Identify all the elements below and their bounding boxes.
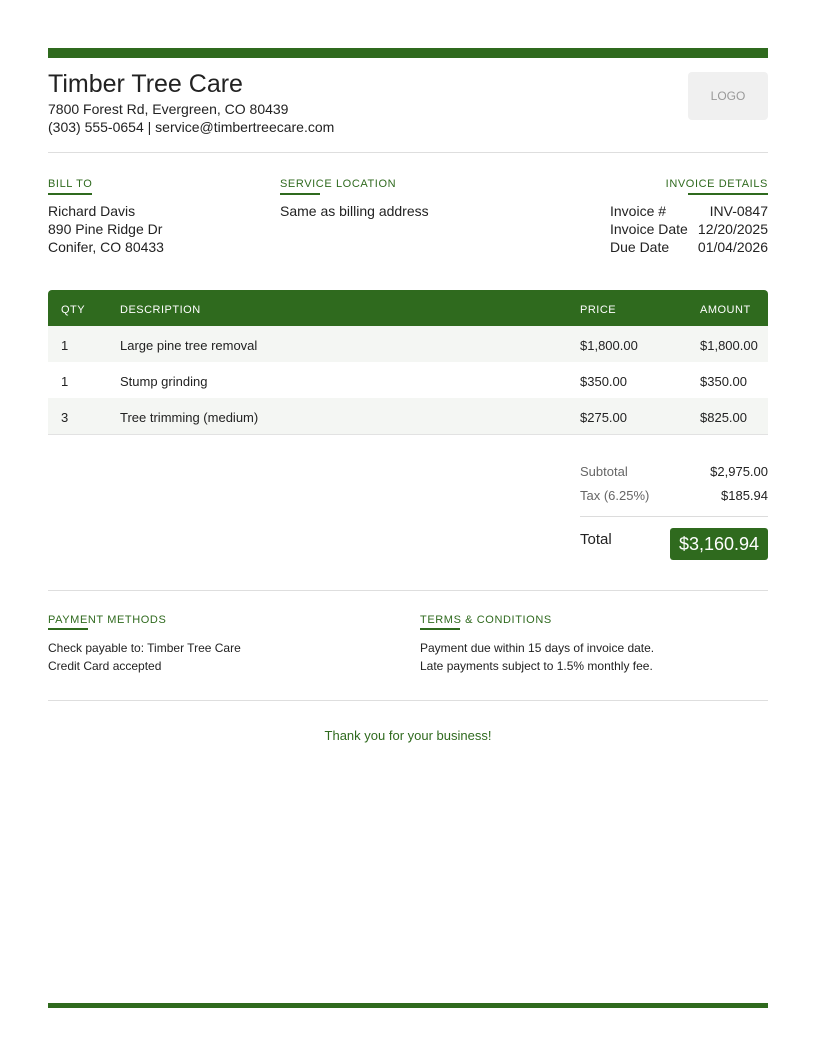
total-label: Total: [580, 531, 612, 548]
invoice-date-value: 12/20/2025: [697, 221, 768, 237]
invoice-details-underline: [688, 193, 768, 195]
row-description: Large pine tree removal: [120, 338, 258, 353]
bill-to-city: Conifer, CO 80433: [48, 239, 164, 255]
footer-divider: [48, 700, 768, 701]
bill-to-name: Richard Davis: [48, 203, 136, 219]
invoice-details-label: INVOICE DETAILS: [665, 178, 768, 190]
bill-to-underline: [48, 193, 92, 195]
row-amount: $825.00: [700, 410, 747, 425]
table-row: [48, 398, 768, 434]
company-contact: (303) 555-0654 | service@timbertreecare.com: [48, 119, 335, 135]
terms-underline: [420, 628, 460, 630]
invoice-number-row: [610, 203, 768, 219]
row-price: $275.00: [580, 410, 627, 425]
invoice-date-label: Invoice Date: [610, 221, 688, 237]
service-location-text: Same as billing address: [280, 203, 429, 219]
terms-label: TERMS & CONDITIONS: [420, 614, 552, 626]
header-description: DESCRIPTION: [120, 304, 201, 316]
line-items-header: [48, 290, 768, 326]
tax-value: $185.94: [721, 488, 768, 503]
invoice-date-row: [610, 221, 768, 237]
totals-section-divider: [48, 590, 768, 591]
company-address: 7800 Forest Rd, Evergreen, CO 80439: [48, 101, 289, 117]
row-qty: 1: [61, 338, 69, 353]
row-description: Tree trimming (medium): [120, 410, 259, 425]
due-date-value: 01/04/2026: [697, 239, 768, 255]
tax-label: Tax (6.25%): [580, 488, 650, 503]
invoice-number-value: INV-0847: [709, 203, 768, 219]
row-price: $350.00: [580, 374, 627, 389]
row-amount: $350.00: [700, 374, 747, 389]
row-description: Stump grinding: [120, 374, 208, 389]
payment-methods-label: PAYMENT METHODS: [48, 614, 167, 626]
thank-you-message: Thank you for your business!: [324, 728, 492, 743]
row-qty: 3: [61, 410, 69, 425]
terms-line: Late payments subject to 1.5% monthly fee.: [420, 659, 653, 673]
header-qty: QTY: [61, 304, 86, 316]
table-row: [48, 362, 768, 398]
row-qty: 1: [61, 374, 69, 389]
table-bottom-border: [48, 434, 768, 435]
top-accent-bar: [48, 48, 768, 58]
terms-line: Payment due within 15 days of invoice date.: [420, 641, 655, 655]
total-amount-badge: $3,160.94: [670, 528, 768, 560]
due-date-label: Due Date: [610, 239, 670, 255]
payment-line: Credit Card accepted: [48, 659, 162, 673]
bill-to-label: BILL TO: [48, 178, 93, 190]
subtotal-label: Subtotal: [580, 464, 628, 479]
header-price: PRICE: [580, 304, 617, 316]
table-row: [48, 326, 768, 362]
totals-divider: [580, 516, 768, 517]
due-date-row: [610, 239, 768, 255]
subtotal-value: $2,975.00: [710, 464, 768, 479]
row-price: $1,800.00: [580, 338, 638, 353]
header-amount: AMOUNT: [700, 304, 751, 316]
header-divider: [48, 152, 768, 153]
row-amount: $1,800.00: [700, 338, 758, 353]
service-location-underline: [280, 193, 320, 195]
bill-to-street: 890 Pine Ridge Dr: [48, 221, 163, 237]
bottom-accent-bar: [48, 1003, 768, 1008]
service-location-label: SERVICE LOCATION: [280, 178, 397, 190]
logo-placeholder: LOGO: [688, 72, 768, 120]
payment-methods-underline: [48, 628, 88, 630]
company-name: Timber Tree Care: [48, 70, 243, 98]
invoice-number-label: Invoice #: [610, 203, 667, 219]
payment-line: Check payable to: Timber Tree Care: [48, 641, 241, 655]
